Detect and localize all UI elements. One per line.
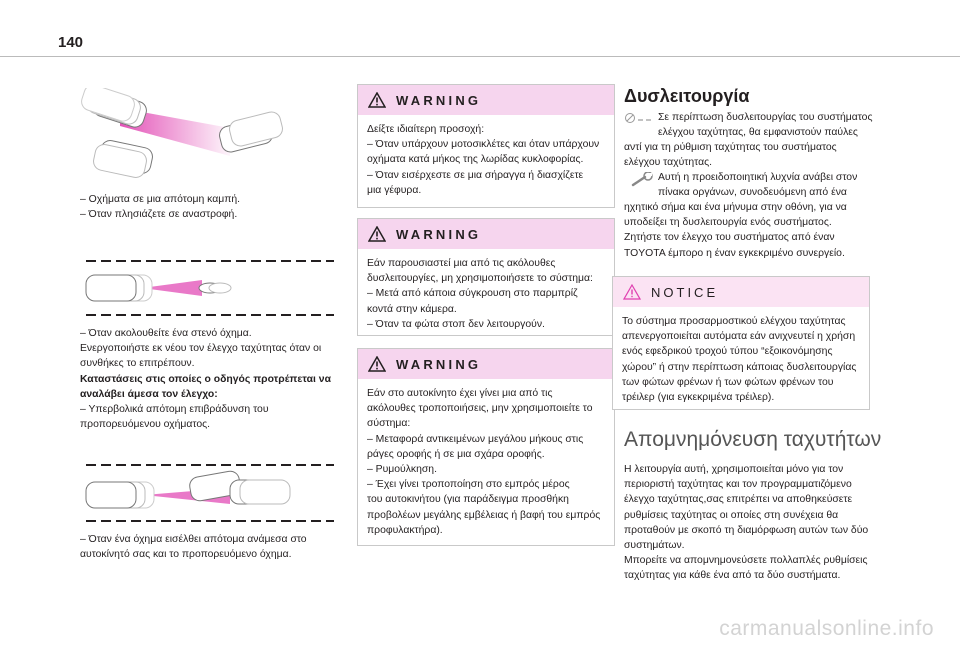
warning-line: – Όταν τα φώτα στοπ δεν λειτουργούν. — [367, 318, 545, 330]
narrow-vehicle-illustration — [80, 258, 340, 318]
warning-line: Εάν παρουσιαστεί μια από τις ακόλουθες — [367, 258, 556, 269]
spanner-warning-lamp-icon — [630, 172, 656, 188]
warning-line: ράγες οροφής ή σε μια σχάρα οροφής. — [367, 448, 545, 460]
text-line: Η λειτουργία αυτή, χρησιμοποιείται μόνο για τον — [624, 464, 844, 475]
text-line: Αυτή η προειδοποιητική λυχνία ανάβει στον — [658, 172, 858, 183]
top-divider — [0, 56, 960, 57]
notice-triangle-icon — [623, 284, 641, 300]
text-line: έλεγχο ταχύτητας,σας επιτρέπει να αποθηκεύσετε — [624, 494, 853, 506]
text-line: Ζητήστε τον έλεγχο του συστήματος από έναν — [624, 232, 835, 244]
text-line: – Όταν ακολουθείτε ένα στενό όχημα. — [80, 328, 252, 339]
caption-line: – Όταν πλησιάζετε σε αναστροφή. — [80, 209, 238, 221]
warning-line: – Όταν υπάρχουν μοτοσικλέτες και όταν υπάρχουν — [367, 139, 600, 151]
text-line: προταθούν με σκοπό τη διαμόρφωση αυτών των δύο — [624, 524, 869, 536]
warning-line: – Έχει γίνει τροποποίηση στο εμπρός μέρος — [367, 479, 570, 491]
warning-header — [358, 85, 614, 115]
notice-header — [613, 277, 869, 307]
warning-line: του αυτοκινήτου (για παράδειγμα προσθήκη — [367, 494, 569, 506]
caption-line: αυτοκίνητό σας και το προπορευόμενο όχημα. — [80, 549, 292, 561]
text-line: TOYOTA έμπορο η έναν εγκεκριμένο συνεργείο. — [624, 247, 845, 259]
warning-title: WARNING — [396, 226, 482, 242]
text-line: ρυθμίσεις ταχύτητας οι οποίες στη συνέχεια θα — [624, 509, 839, 521]
bold-text-line: Καταστάσεις στις οποίες ο οδηγός προτρέπεται να — [80, 373, 331, 385]
caption-line: – Οχήματα σε μια απότομη καμπή. — [80, 194, 241, 205]
warning-line: – Ρυμούλκηση. — [367, 464, 437, 476]
text-line: αντί για τη ρύθμιση ταχύτητας του συστήματος — [624, 142, 837, 153]
text-line: – Υπερβολικά απότομη επιβράδυνση του — [80, 404, 269, 416]
text-line: συστημάτων. — [624, 540, 685, 552]
warning-line: – Μετά από κάποια σύγκρουση στο παρμπρίζ — [367, 288, 578, 300]
notice-line: τρέιλερ (για εγκεκριμένα τρέιλερ). — [622, 392, 775, 404]
warning-line: Δείξτε ιδιαίτερη προσοχή: — [367, 124, 485, 135]
text-line: προπορευόμενου οχήματος. — [80, 419, 211, 431]
warning-box-2 — [357, 218, 615, 336]
notice-line: ενός εφεδρικού τροχού τύπου “εξοικονόμησης — [622, 346, 833, 358]
cut-in-vehicle-illustration — [80, 462, 340, 524]
warning-box-1 — [357, 84, 615, 208]
notice-line: απενεργοποιείται αυτόματα εάν ανιχνευτεί η χρήση — [622, 331, 856, 343]
caption-line: – Όταν ένα όχημα εισέλθει απότομα ανάμεσα στο — [80, 534, 307, 545]
warning-title: WARNING — [396, 356, 482, 372]
sharp-bend-illustration — [80, 88, 300, 188]
warning-triangle-icon — [368, 226, 386, 242]
text-line: ταχύτητας για κάθε ένα από τα δύο συστήματα. — [624, 570, 841, 582]
text-line: ελέγχου ταχύτητας. — [624, 157, 713, 169]
text-line: συνθήκες το επιτρέπουν. — [80, 358, 195, 370]
bold-text-line: αναλάβει άμεσα τον έλεγχο: — [80, 388, 218, 400]
warning-line: Εάν στο αυτοκίνητο έχει γίνει μια από τις — [367, 388, 553, 399]
warning-line: – Μεταφορά αντικειμένων μεγάλου μήκους στις — [367, 433, 584, 445]
section-heading-malfunction: Δυσλειτουργία — [624, 86, 750, 106]
notice-box — [612, 276, 870, 410]
notice-line: χώρου” ή στην περίπτωση κάποιας δυσλειτουργίας — [622, 361, 857, 373]
text-line: υποδείξει τη δυσλειτουργία ενός συστήματος. — [624, 217, 832, 229]
speed-dashes-icon — [624, 112, 658, 124]
warning-triangle-icon — [368, 92, 386, 108]
warning-line: προφυλακτήρα). — [367, 524, 443, 536]
notice-line: Το σύστημα προσαρμοστικού ελέγχου ταχύτητας — [622, 316, 846, 327]
text-line: ηχητικό σήμα και ένα μήνυμα στην οθόνη, για να — [624, 202, 847, 213]
section-heading-speed-memory: Απομνημόνευση ταχυτήτων — [624, 428, 882, 451]
text-line: περιοριστή ταχύτητας και τον προγραμματιζόμενο — [624, 479, 852, 491]
page-number: 140 — [58, 34, 84, 51]
warning-header — [358, 349, 614, 379]
notice-title: NOTICE — [651, 284, 719, 300]
warning-line: δυσλειτουργίες, μη χρησιμοποιήσετε το σύστημα: — [367, 273, 593, 285]
warning-header — [358, 219, 614, 249]
warning-line: – Όταν εισέρχεστε σε μια σήραγγα ή διασχίζετε — [367, 169, 584, 181]
text-line: πίνακα οργάνων, συνοδευόμενη από ένα — [658, 187, 847, 199]
warning-line: μια γέφυρα. — [367, 184, 422, 196]
text-line: ελέγχου ταχύτητας, θα εμφανιστούν παύλες — [658, 127, 858, 139]
warning-line: προβολέων μεγάλης εμβέλειας ή βαφή του εμπρός — [367, 509, 601, 521]
warning-triangle-icon — [368, 356, 386, 372]
warning-title: WARNING — [396, 92, 482, 108]
text-line: Μπορείτε να απομνημονεύσετε πολλαπλές ρυθμίσεις — [624, 555, 868, 567]
notice-line: των φώτων φρένων ή των φώτων φρένων του — [622, 376, 834, 388]
warning-line: οχήματα κατά μήκος της λωρίδας κυκλοφορίας. — [367, 154, 584, 166]
watermark: carmanualsonline.info — [719, 617, 934, 640]
text-line: Ενεργοποιήστε εκ νέου τον έλεγχο ταχύτητας όταν οι — [80, 343, 322, 355]
warning-box-3 — [357, 348, 615, 546]
text-line: Σε περίπτωση δυσλειτουργίας του συστήματος — [658, 112, 873, 123]
warning-line: σύστημα: — [367, 418, 411, 430]
warning-line: ακόλουθες τροποποιήσεις, μην χρησιμοποιείτε το — [367, 403, 593, 415]
warning-line: κοντά στην κάμερα. — [367, 303, 457, 315]
